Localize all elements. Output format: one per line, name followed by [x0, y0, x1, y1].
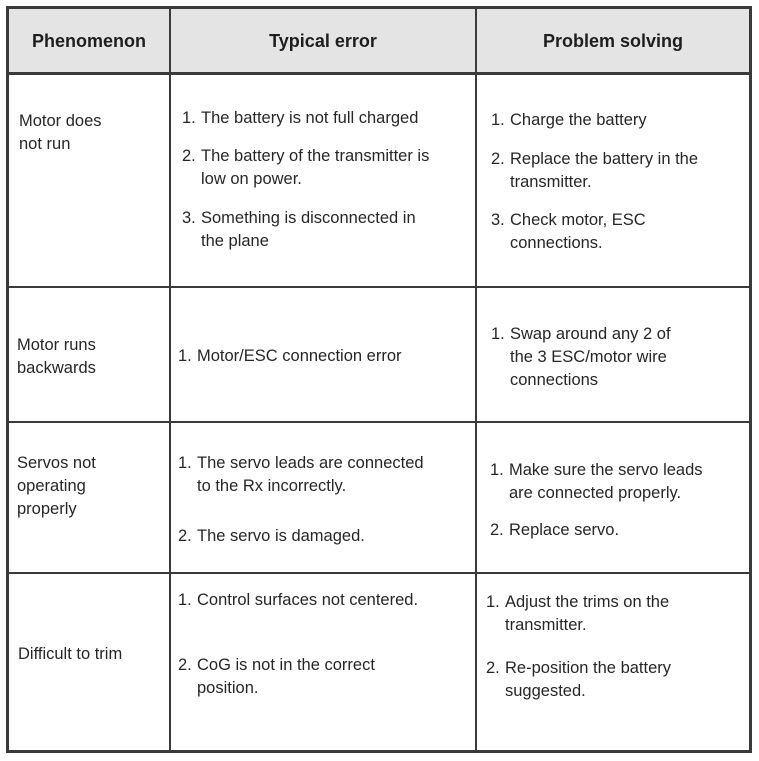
header-typical-error: Typical error [269, 31, 377, 51]
solution-line: Charge the battery [510, 111, 647, 129]
phenomenon-line: Motor runs [17, 336, 96, 354]
solution-text [505, 591, 669, 637]
solution-line: Replace servo. [509, 521, 620, 539]
error-text [201, 107, 418, 130]
solution-line: Check motor, ESC [510, 211, 646, 229]
phenomenon-cell [18, 643, 122, 666]
item-number: 1. [486, 593, 500, 611]
error-text [197, 525, 365, 548]
item-number: 2. [491, 150, 505, 168]
solution-text [509, 519, 619, 542]
solution-line: Re-position the battery [505, 659, 672, 677]
item-number: 1. [491, 111, 505, 129]
error-line: The battery is not full charged [201, 109, 419, 127]
phenomenon-line: not run [19, 135, 71, 153]
error-line: position. [197, 679, 259, 697]
item-number: 1. [178, 454, 192, 472]
column-divider [169, 9, 171, 750]
item-number: 3. [182, 209, 196, 227]
solution-line: transmitter. [510, 173, 592, 191]
solution-line: connections [510, 371, 599, 389]
troubleshooting-table [6, 6, 752, 753]
item-number: 2. [178, 656, 192, 674]
item-number: 1. [182, 109, 196, 127]
error-line: The servo leads are connected [197, 454, 424, 472]
solution-line: Replace the battery in the [510, 150, 699, 168]
item-number: 1. [178, 591, 192, 609]
error-line: to the Rx incorrectly. [197, 477, 347, 495]
column-divider [475, 9, 477, 750]
phenomenon-cell [17, 334, 96, 380]
error-text [201, 145, 429, 191]
solution-line: Swap around any 2 of [510, 325, 671, 343]
error-line: Something is disconnected in [201, 209, 416, 227]
error-line: CoG is not in the correct [197, 656, 375, 674]
solution-line: the 3 ESC/motor wire [510, 348, 667, 366]
solution-text [510, 109, 647, 132]
error-line: The servo is damaged. [197, 527, 365, 545]
header-phenomenon: Phenomenon [31, 31, 146, 51]
solution-line: connections. [510, 234, 603, 252]
solution-text [509, 459, 703, 505]
item-number: 2. [490, 521, 504, 539]
error-line: Control surfaces not centered. [197, 591, 419, 609]
solution-line: are connected properly. [509, 484, 682, 502]
phenomenon-line: properly [17, 500, 77, 518]
solution-text [510, 148, 698, 194]
item-number: 1. [491, 325, 505, 343]
row-divider [9, 572, 749, 574]
error-line: low on power. [201, 170, 302, 188]
solution-line: suggested. [505, 682, 586, 700]
item-number: 3. [491, 211, 505, 229]
item-number: 2. [182, 147, 196, 165]
solution-line: Make sure the servo leads [509, 461, 703, 479]
phenomenon-line: Difficult to trim [18, 645, 123, 663]
phenomenon-cell [19, 110, 102, 156]
item-number: 1. [490, 461, 504, 479]
header-problem-solving: Problem solving [542, 31, 684, 51]
error-text [197, 345, 402, 368]
phenomenon-cell [17, 452, 96, 521]
phenomenon-line: operating [17, 477, 86, 495]
solution-text [505, 657, 671, 703]
phenomenon-line: Motor does [19, 112, 102, 130]
phenomenon-line: backwards [17, 359, 96, 377]
row-divider [9, 421, 749, 423]
error-text [197, 589, 418, 612]
error-line: the plane [201, 232, 269, 250]
solution-line: transmitter. [505, 616, 587, 634]
error-line: Motor/ESC connection error [197, 347, 402, 365]
phenomenon-line: Servos not [17, 454, 96, 472]
error-text [197, 452, 424, 498]
error-text [197, 654, 375, 700]
solution-line: Adjust the trims on the [505, 593, 670, 611]
error-text [201, 207, 416, 253]
solution-text [510, 209, 646, 255]
item-number: 2. [178, 527, 192, 545]
solution-text [510, 323, 671, 392]
item-number: 1. [178, 347, 192, 365]
row-divider [9, 286, 749, 288]
error-line: The battery of the transmitter is [201, 147, 430, 165]
table-header-row [9, 9, 749, 75]
item-number: 2. [486, 659, 500, 677]
